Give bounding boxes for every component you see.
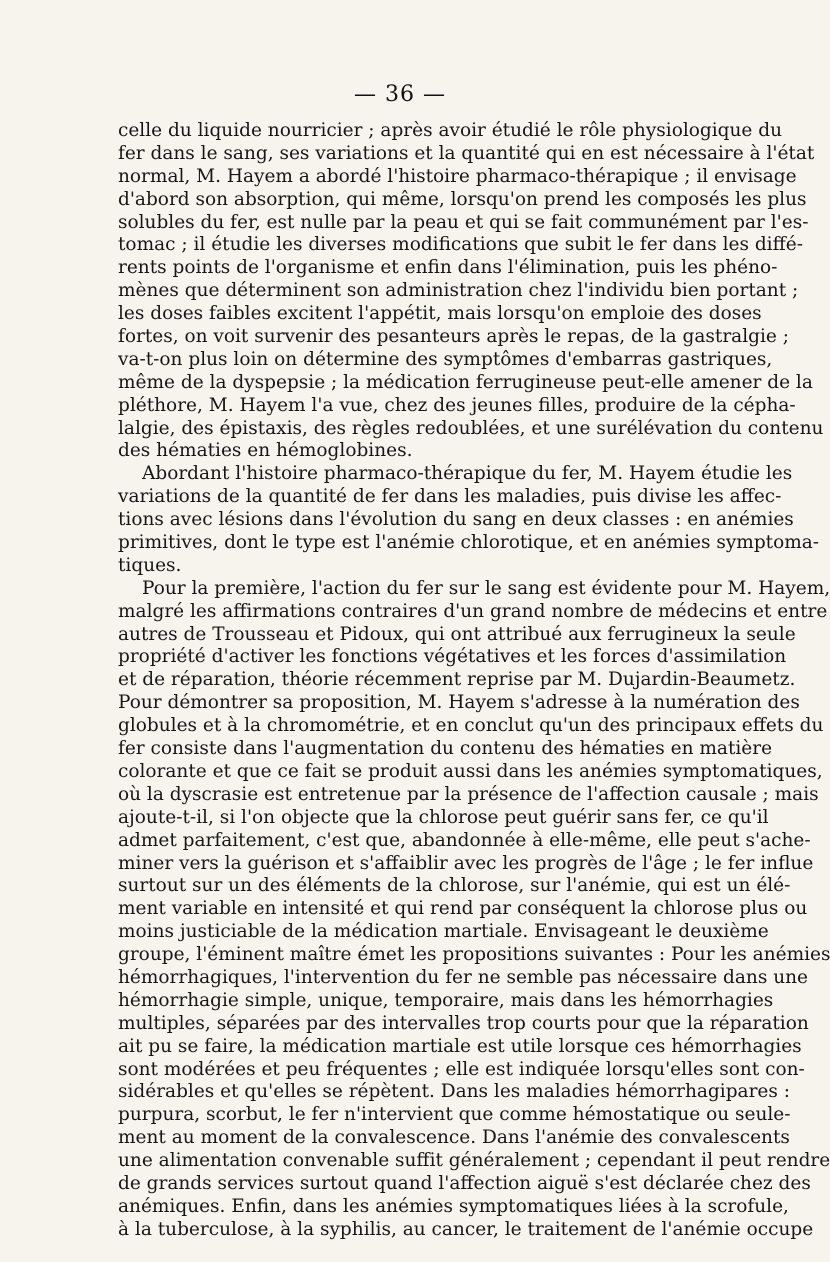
text-line: Pour démontrer sa proposition, M. Hayem s'adresse à la numération des	[118, 692, 800, 714]
text-line: lalgie, des épistaxis, des règles redoublées, et une surélévation du contenu	[118, 417, 824, 439]
text-line: Abordant l'histoire pharmaco-thérapique du fer, M. Hayem étudie les	[142, 463, 793, 485]
paragraph	[118, 120, 824, 463]
text-line: des hématies en hémoglobines.	[118, 440, 413, 462]
text-line: propriété d'activer les fonctions végétatives et les forces d'assimilation	[118, 646, 787, 668]
text-line: purpura, scorbut, le fer n'intervient que comme hémostatique ou seule-	[118, 1104, 791, 1126]
text-line: admet parfaitement, c'est que, abandonnée à elle-même, elle peut s'ache-	[118, 829, 811, 851]
text-line: sidérables et qu'elles se répètent. Dans les maladies hémorrhagipares :	[118, 1081, 790, 1103]
text-line: groupe, l'éminent maître émet les propositions suivantes : Pour les anémies	[118, 944, 830, 966]
text-line: autres de Trousseau et Pidoux, qui ont attribué aux ferrugineux la seule	[118, 623, 796, 645]
text-line: d'abord son absorption, qui même, lorsqu'on prend les composés les plus	[118, 188, 807, 210]
text-line: hémorrhagie simple, unique, temporaire, mais dans les hémorrhagies	[118, 989, 774, 1011]
text-line: moins justiciable de la médication martiale. Envisageant le deuxième	[118, 921, 769, 943]
text-line: malgré les affirmations contraires d'un grand nombre de médecins et entre	[118, 600, 828, 622]
paragraph	[118, 463, 820, 577]
text-line: fer dans le sang, ses variations et la quantité qui en est nécessaire à l'état	[118, 142, 815, 164]
text-line: solubles du fer, est nulle par la peau et qui se fait communément par l'es-	[118, 211, 809, 233]
text-line: les doses faibles excitent l'appétit, mais lorsqu'on emploie des doses	[118, 303, 762, 325]
page-body-text	[118, 120, 830, 1242]
page-number-header: — 36 —	[354, 82, 446, 107]
text-line: miner vers la guérison et s'affaiblir avec les progrès de l'âge ; le fer influe	[118, 852, 814, 874]
text-line: tiques.	[118, 554, 182, 576]
text-line: et de réparation, théorie récemment reprise par M. Dujardin-Beaumetz.	[118, 669, 796, 691]
text-line: multiples, séparées par des intervalles trop courts pour que la réparation	[118, 1012, 809, 1034]
text-line: ait pu se faire, la médication martiale est utile lorsque ces hémorrhagies	[118, 1035, 802, 1057]
text-line: globules et à la chromométrie, et en conclut qu'un des principaux effets du	[118, 715, 824, 737]
text-line: fer consiste dans l'augmentation du contenu des hématies en matière	[118, 738, 773, 760]
text-line: surtout sur un des éléments de la chlorose, sur l'anémie, qui est un élé-	[118, 875, 791, 897]
text-line: où la dyscrasie est entretenue par la présence de l'affection causale ; mais	[118, 783, 819, 805]
text-line: Pour la première, l'action du fer sur le sang est évidente pour M. Hayem,	[142, 577, 830, 599]
text-line: variations de la quantité de fer dans les maladies, puis divise les affec-	[118, 486, 782, 508]
text-line: ment variable en intensité et qui rend par conséquent la chlorose plus ou	[118, 898, 808, 920]
text-line: hémorrhagiques, l'intervention du fer ne semble pas nécessaire dans une	[118, 966, 808, 988]
paragraph	[118, 577, 830, 1242]
text-line: ajoute-t-il, si l'on objecte que la chlorose peut guérir sans fer, ce qu'il	[118, 806, 769, 828]
text-line: tions avec lésions dans l'évolution du sang en deux classes : en anémies	[118, 509, 794, 531]
text-line: pléthore, M. Hayem l'a vue, chez des jeunes filles, produire de la cépha-	[118, 394, 796, 416]
text-line: sont modérées et peu fréquentes ; elle est indiquée lorsqu'elles sont con-	[118, 1058, 805, 1080]
text-line: colorante et que ce fait se produit aussi dans les anémies symptomatiques,	[118, 760, 823, 782]
text-line: primitives, dont le type est l'anémie chlorotique, et en anémies symptoma-	[118, 532, 820, 554]
text-line: fortes, on voit survenir des pesanteurs après le repas, de la gastralgie ;	[118, 326, 789, 348]
text-line: celle du liquide nourricier ; après avoir étudié le rôle physiologique du	[118, 120, 782, 141]
text-line: tomac ; il étudie les diverses modifications que subit le fer dans les diffé-	[118, 234, 803, 256]
text-line: rents points de l'organisme et enfin dans l'élimination, puis les phéno-	[118, 257, 778, 279]
text-line: normal, M. Hayem a abordé l'histoire pharmaco-thérapique ; il envisage	[118, 165, 797, 187]
text-line: va-t-on plus loin on détermine des symptômes d'embarras gastriques,	[118, 348, 773, 370]
text-line: une alimentation convenable suffit généralement ; cependant il peut rendre	[118, 1150, 830, 1172]
text-line: de grands services surtout quand l'affection aiguë s'est déclarée chez des	[118, 1172, 811, 1194]
text-line: mènes que déterminent son administration chez l'individu bien portant ;	[118, 280, 799, 302]
text-line: même de la dyspepsie ; la médication ferrugineuse peut-elle amener de la	[118, 371, 813, 393]
text-line: anémiques. Enfin, dans les anémies symptomatiques liées à la scrofule,	[118, 1195, 789, 1217]
text-line: à la tuberculose, à la syphilis, au cancer, le traitement de l'anémie occupe	[118, 1218, 814, 1240]
text-line: ment au moment de la convalescence. Dans l'anémie des convalescents	[118, 1127, 790, 1149]
